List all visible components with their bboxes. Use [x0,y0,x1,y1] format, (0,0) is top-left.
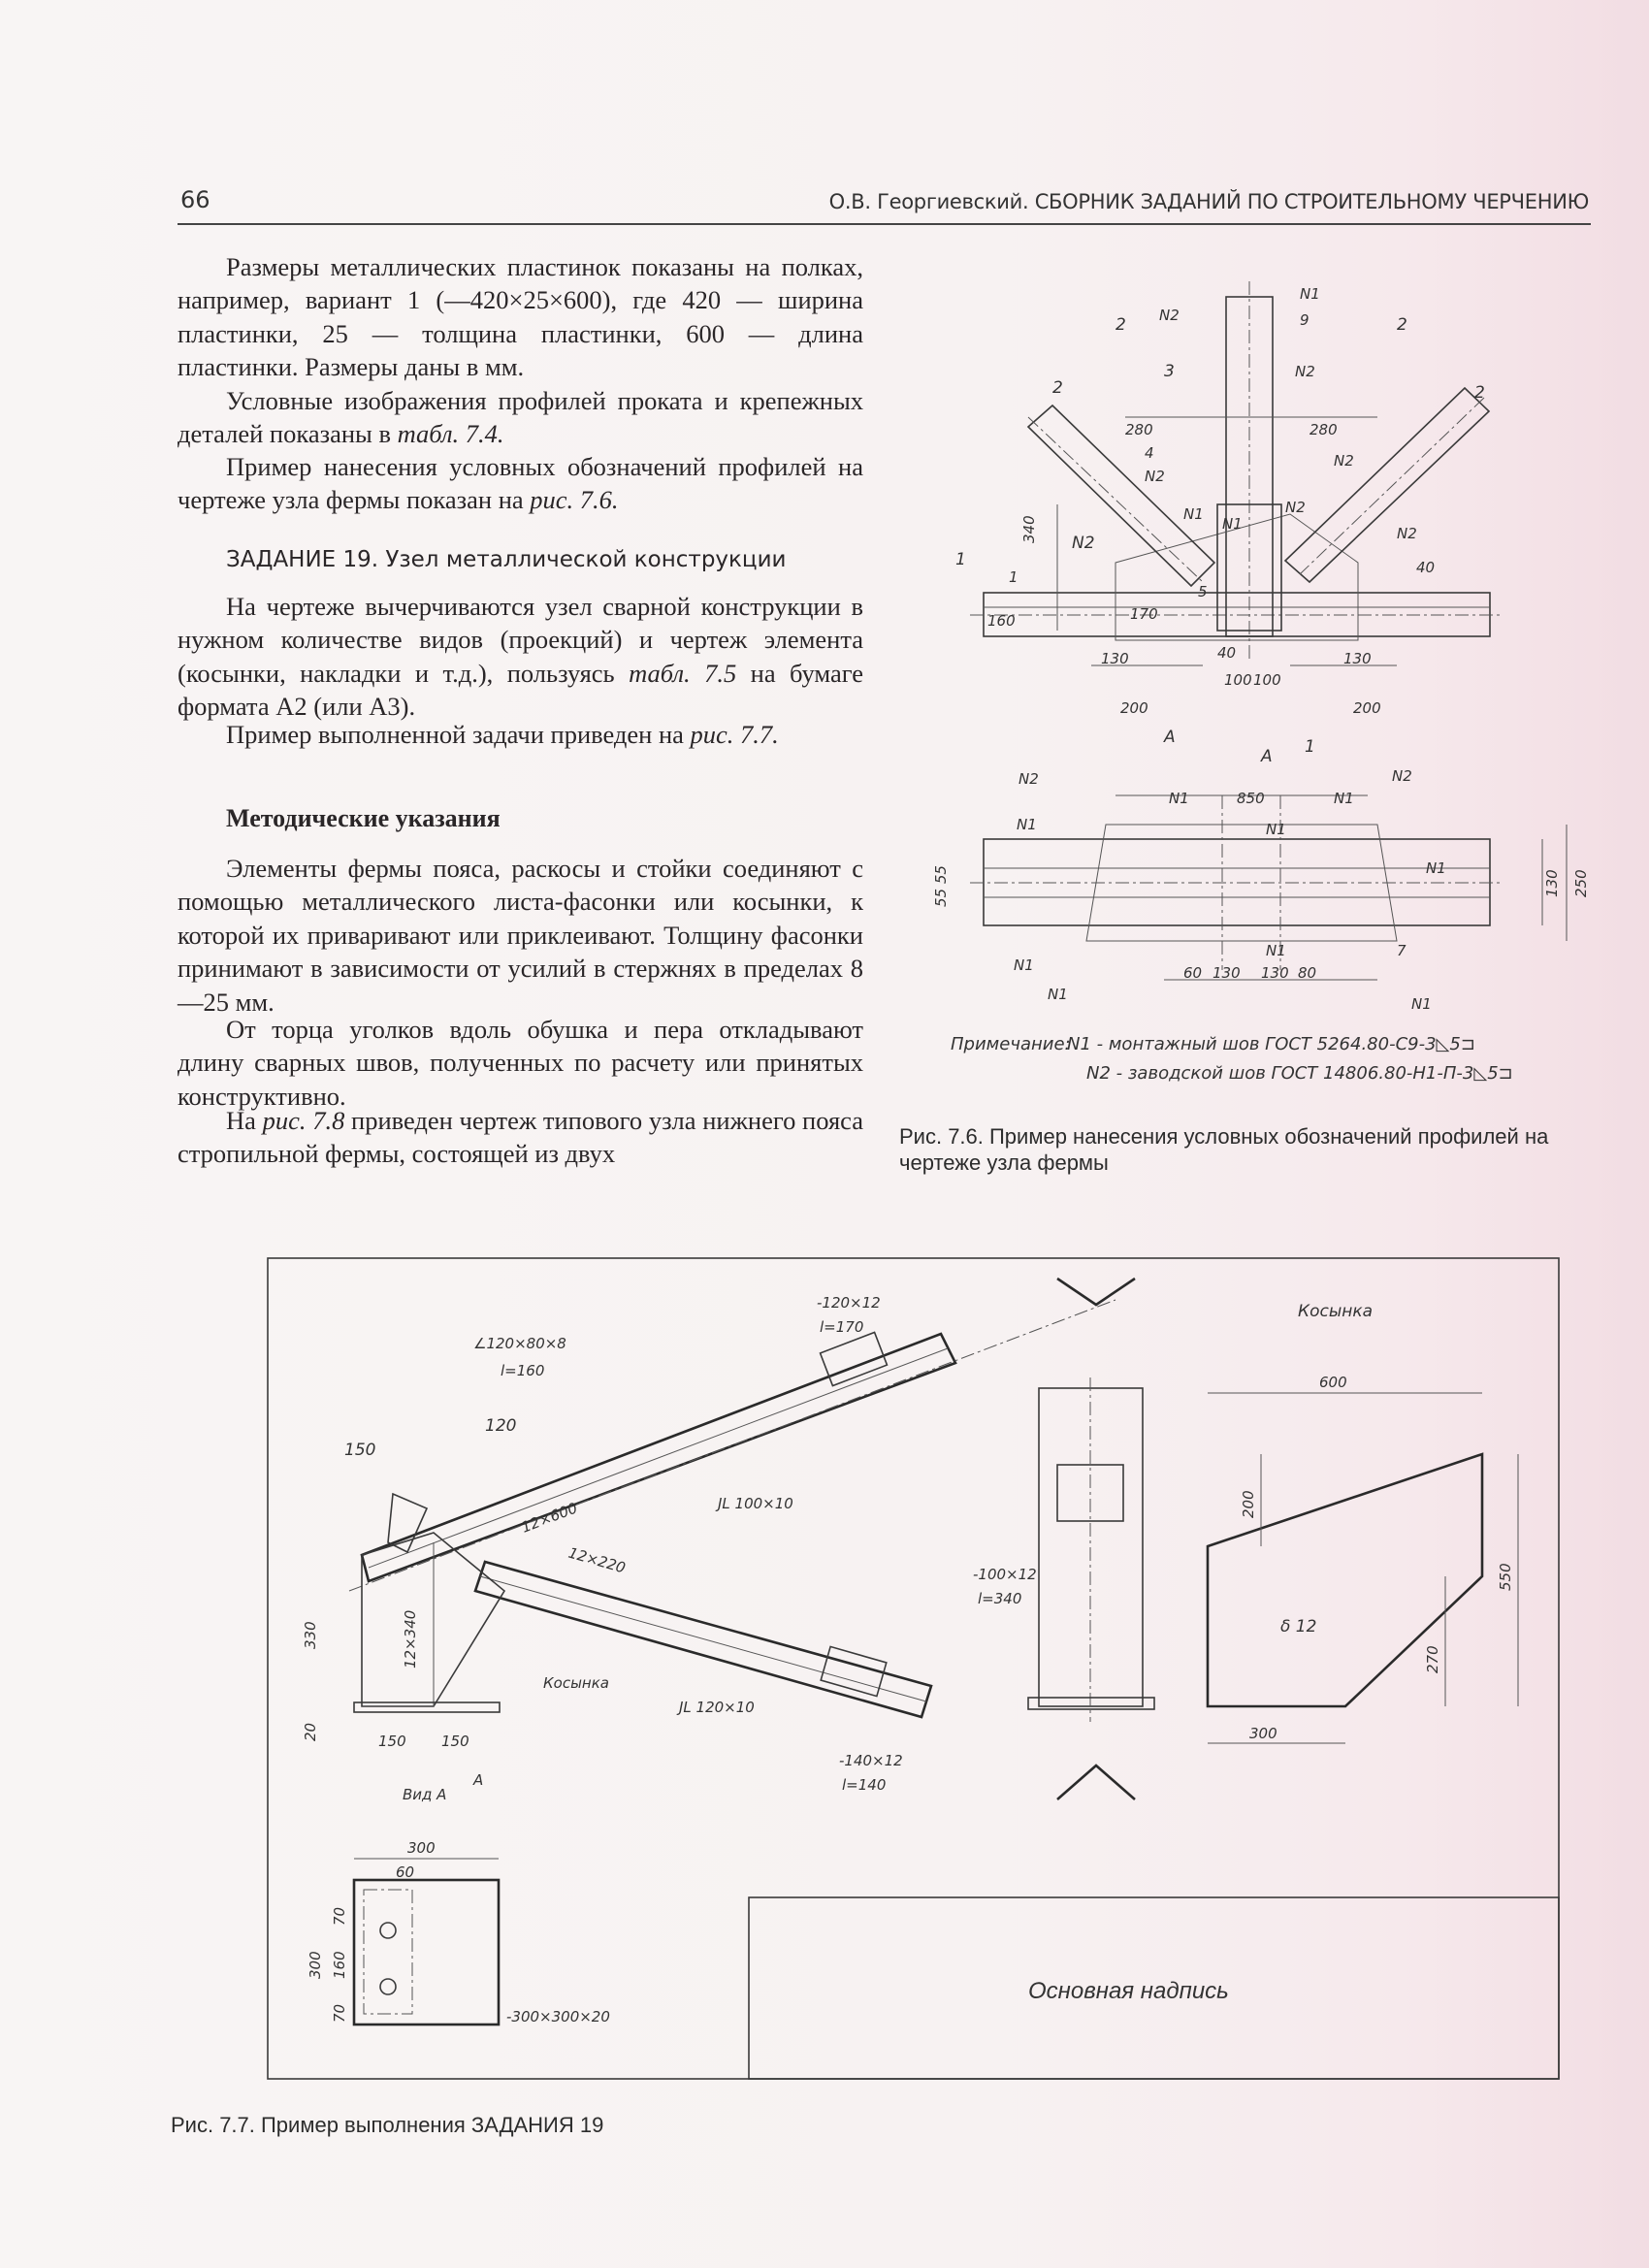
drawing-label: -300×300×20 [506,2008,610,2025]
drawing-label: N1 [1300,285,1320,303]
task-heading: ЗАДАНИЕ 19. Узел металлической конструкции [226,547,787,572]
drawing-label: 1 [1305,737,1315,757]
drawing-label: ∠120×80×8 [473,1335,566,1352]
drawing-label: 12×220 [566,1543,628,1577]
drawing-label: 100 [1224,671,1252,689]
drawing-label: 40 [1217,644,1237,662]
drawing-label: 2 [1052,378,1063,398]
drawing-label: 160 [987,612,1016,630]
paragraph-elements: Элементы фермы пояса, раскосы и стойки соединяют с помощью металлического листа-фасонки или косынки, к которой их приваривают или приклеивают. Толщину фасонки принимают в зависимости от усилий в стержнях в пределах 8—25 мм. [178,854,863,1017]
paragraph-plate-sizes: Размеры металлических пластинок показаны на полках, например, вариант 1 (—420×25×600), где 420 — ширина пластинки, 25 — толщина пластинки, 600 — длина пластинки. Размеры даны в мм. [178,252,863,382]
drawing-label: 270 [1424,1645,1441,1673]
figure-reference: рис. 7.6. [530,485,619,515]
drawing-label: N1 [1266,942,1286,959]
drawing-label: 5 [1198,583,1208,600]
drawing-label: 70 [331,1906,348,1926]
drawing-label: 300 [307,1951,324,1979]
drawing-label: 4 [1145,444,1154,462]
drawing-label: N2 [1392,767,1412,785]
page-number: 66 [180,186,210,213]
drawing-label: 40 [1416,559,1436,576]
drawing-label: Косынка [543,1674,609,1692]
drawing-label: N1 [1169,790,1189,807]
drawing-label: 280 [1125,421,1153,438]
drawing-label: 20 [302,1722,319,1741]
drawing-label: 70 [331,2003,348,2023]
drawing-label: N1 [1426,859,1446,877]
drawing-label: Вид А [403,1786,447,1803]
drawing-label: 280 [1310,421,1338,438]
figure-7-7-caption: Рис. 7.7. Пример выполнения ЗАДАНИЯ 19 [171,2113,604,2137]
drawing-label: 130 [1261,964,1289,982]
running-title: О.В. Георгиевский. СБОРНИК ЗАДАНИЙ ПО СТРОИТЕЛЬНОМУ ЧЕРЧЕНИЮ [828,190,1589,213]
drawing-label: -120×12 [817,1294,881,1312]
drawing-label: 130 [1343,650,1372,667]
drawing-label: 170 [1130,605,1158,623]
drawing-label: 120 [485,1416,517,1436]
drawing-label: А [1261,747,1273,766]
drawing-label: N1 [1048,986,1068,1003]
drawing-label: 3 [1164,362,1175,381]
paragraph-task: На чертеже вычерчиваются узел сварной конструкции в нужном количестве видов (проекций) и чертеж элемента (косынки, накладки и т.д.), пользуясь табл. 7.5 на бумаге формата А2 (или А3). [178,592,864,722]
drawing-label: l=140 [842,1776,887,1794]
drawing-label: 55 55 [932,865,950,907]
drawing-label: 60 [1183,964,1203,982]
figure-7-6-caption: Рис. 7.6. Пример нанесения условных обозначений профилей на чертеже узла фермы [899,1124,1549,1175]
drawing-label: 12×600 [518,1499,580,1537]
drawing-label: 130 [1212,964,1241,982]
drawing-label: -140×12 [839,1752,903,1769]
drawing-label: N2 [1397,525,1417,542]
drawing-label: 160 [331,1951,348,1979]
drawing-label: l=340 [978,1590,1022,1607]
drawing-label: А [473,1771,484,1789]
drawing-label: 150 [344,1441,376,1460]
drawing-label: JL 100×10 [718,1495,793,1512]
drawing-label: 550 [1497,1563,1514,1591]
drawing-label: 340 [1020,515,1038,543]
section-heading: Методические указания [226,804,501,832]
drawing-label: 80 [1298,964,1317,982]
drawing-label: N1 [1222,515,1243,533]
drawing-label: N2 [1334,452,1354,470]
title-block-text: Основная надпись [1028,1978,1229,2004]
drawing-label: 1 [1009,568,1018,586]
drawing-label: 100 [1253,671,1281,689]
drawing-label: А [1164,728,1176,747]
drawing-label: 2 [1397,315,1407,335]
drawing-label: 300 [407,1839,436,1857]
figure-7-7-drawing [268,1258,1559,2079]
drawing-label: l=170 [820,1318,864,1336]
drawing-label: 200 [1353,699,1381,717]
drawing-label: 1 [955,550,966,569]
drawing-label: JL 120×10 [679,1699,755,1716]
paragraph-example: Пример нанесения условных обозначений профилей на чертеже узла фермы показан на рис. 7.6. [178,452,863,515]
drawing-label: 9 [1300,311,1310,329]
drawing-label: 330 [302,1621,319,1649]
drawing-label: l=160 [501,1362,545,1379]
drawing-label: N2 [1018,770,1039,788]
drawing-label: N2 [1072,534,1095,553]
drawing-label: N1 [1411,995,1432,1013]
table-reference: табл. 7.4. [397,419,504,449]
drawing-label: 130 [1101,650,1129,667]
paragraph-fig78: На рис. 7.8 приведен чертеж типового узла нижнего пояса стропильной фермы, состоящей из двух [178,1106,863,1169]
drawing-label: 130 [1543,869,1561,897]
drawing-label: 7 [1397,942,1406,959]
drawing-label: N1 [1334,790,1354,807]
drawing-label: N1 [1014,956,1034,974]
drawing-label: N2 [1285,499,1306,516]
drawing-label: 300 [1249,1725,1277,1742]
note-n1: N1 - монтажный шов ГОСТ 5264.80-С9-3◺5⊐ [1067,1034,1475,1054]
drawing-label: 600 [1319,1374,1347,1391]
gusset-title: Косынка [1298,1302,1374,1321]
note-n2: N2 - заводской шов ГОСТ 14806.80-Н1-П-3◺5⊐ [1086,1063,1513,1084]
drawing-label: N2 [1145,468,1165,485]
drawing-label: N1 [1017,816,1037,833]
note-label: Примечание: [951,1034,1071,1054]
paragraph-welds: От торца уголков вдоль обушка и пера откладывают длину сварных швов, полученных по расчету или принятых конструктивно. [178,1015,863,1111]
drawing-label: 850 [1237,790,1265,807]
drawing-label: 200 [1120,699,1148,717]
drawing-label: 150 [441,1733,469,1750]
drawing-label: 2 [1116,315,1126,335]
figure-7-6-drawing [932,281,1590,1084]
drawing-label: 2 [1474,383,1485,403]
drawing-label: 12×340 [402,1609,419,1669]
paragraph-symbols: Условные изображения профилей проката и крепежных деталей показаны в табл. 7.4. [178,386,863,449]
drawing-label: -100×12 [973,1566,1037,1583]
drawing-label: N2 [1295,363,1315,380]
drawing-label: 60 [396,1863,415,1881]
drawing-label: N1 [1266,821,1286,838]
drawing-label: δ 12 [1280,1617,1317,1636]
paragraph-example-task: Пример выполненной задачи приведен на рис. 7.7. [226,720,779,749]
drawing-label: 200 [1240,1490,1257,1518]
drawing-label: 150 [378,1733,406,1750]
drawing-label: N1 [1183,505,1204,523]
drawing-label: 250 [1572,869,1590,897]
drawing-label: N2 [1159,307,1180,324]
